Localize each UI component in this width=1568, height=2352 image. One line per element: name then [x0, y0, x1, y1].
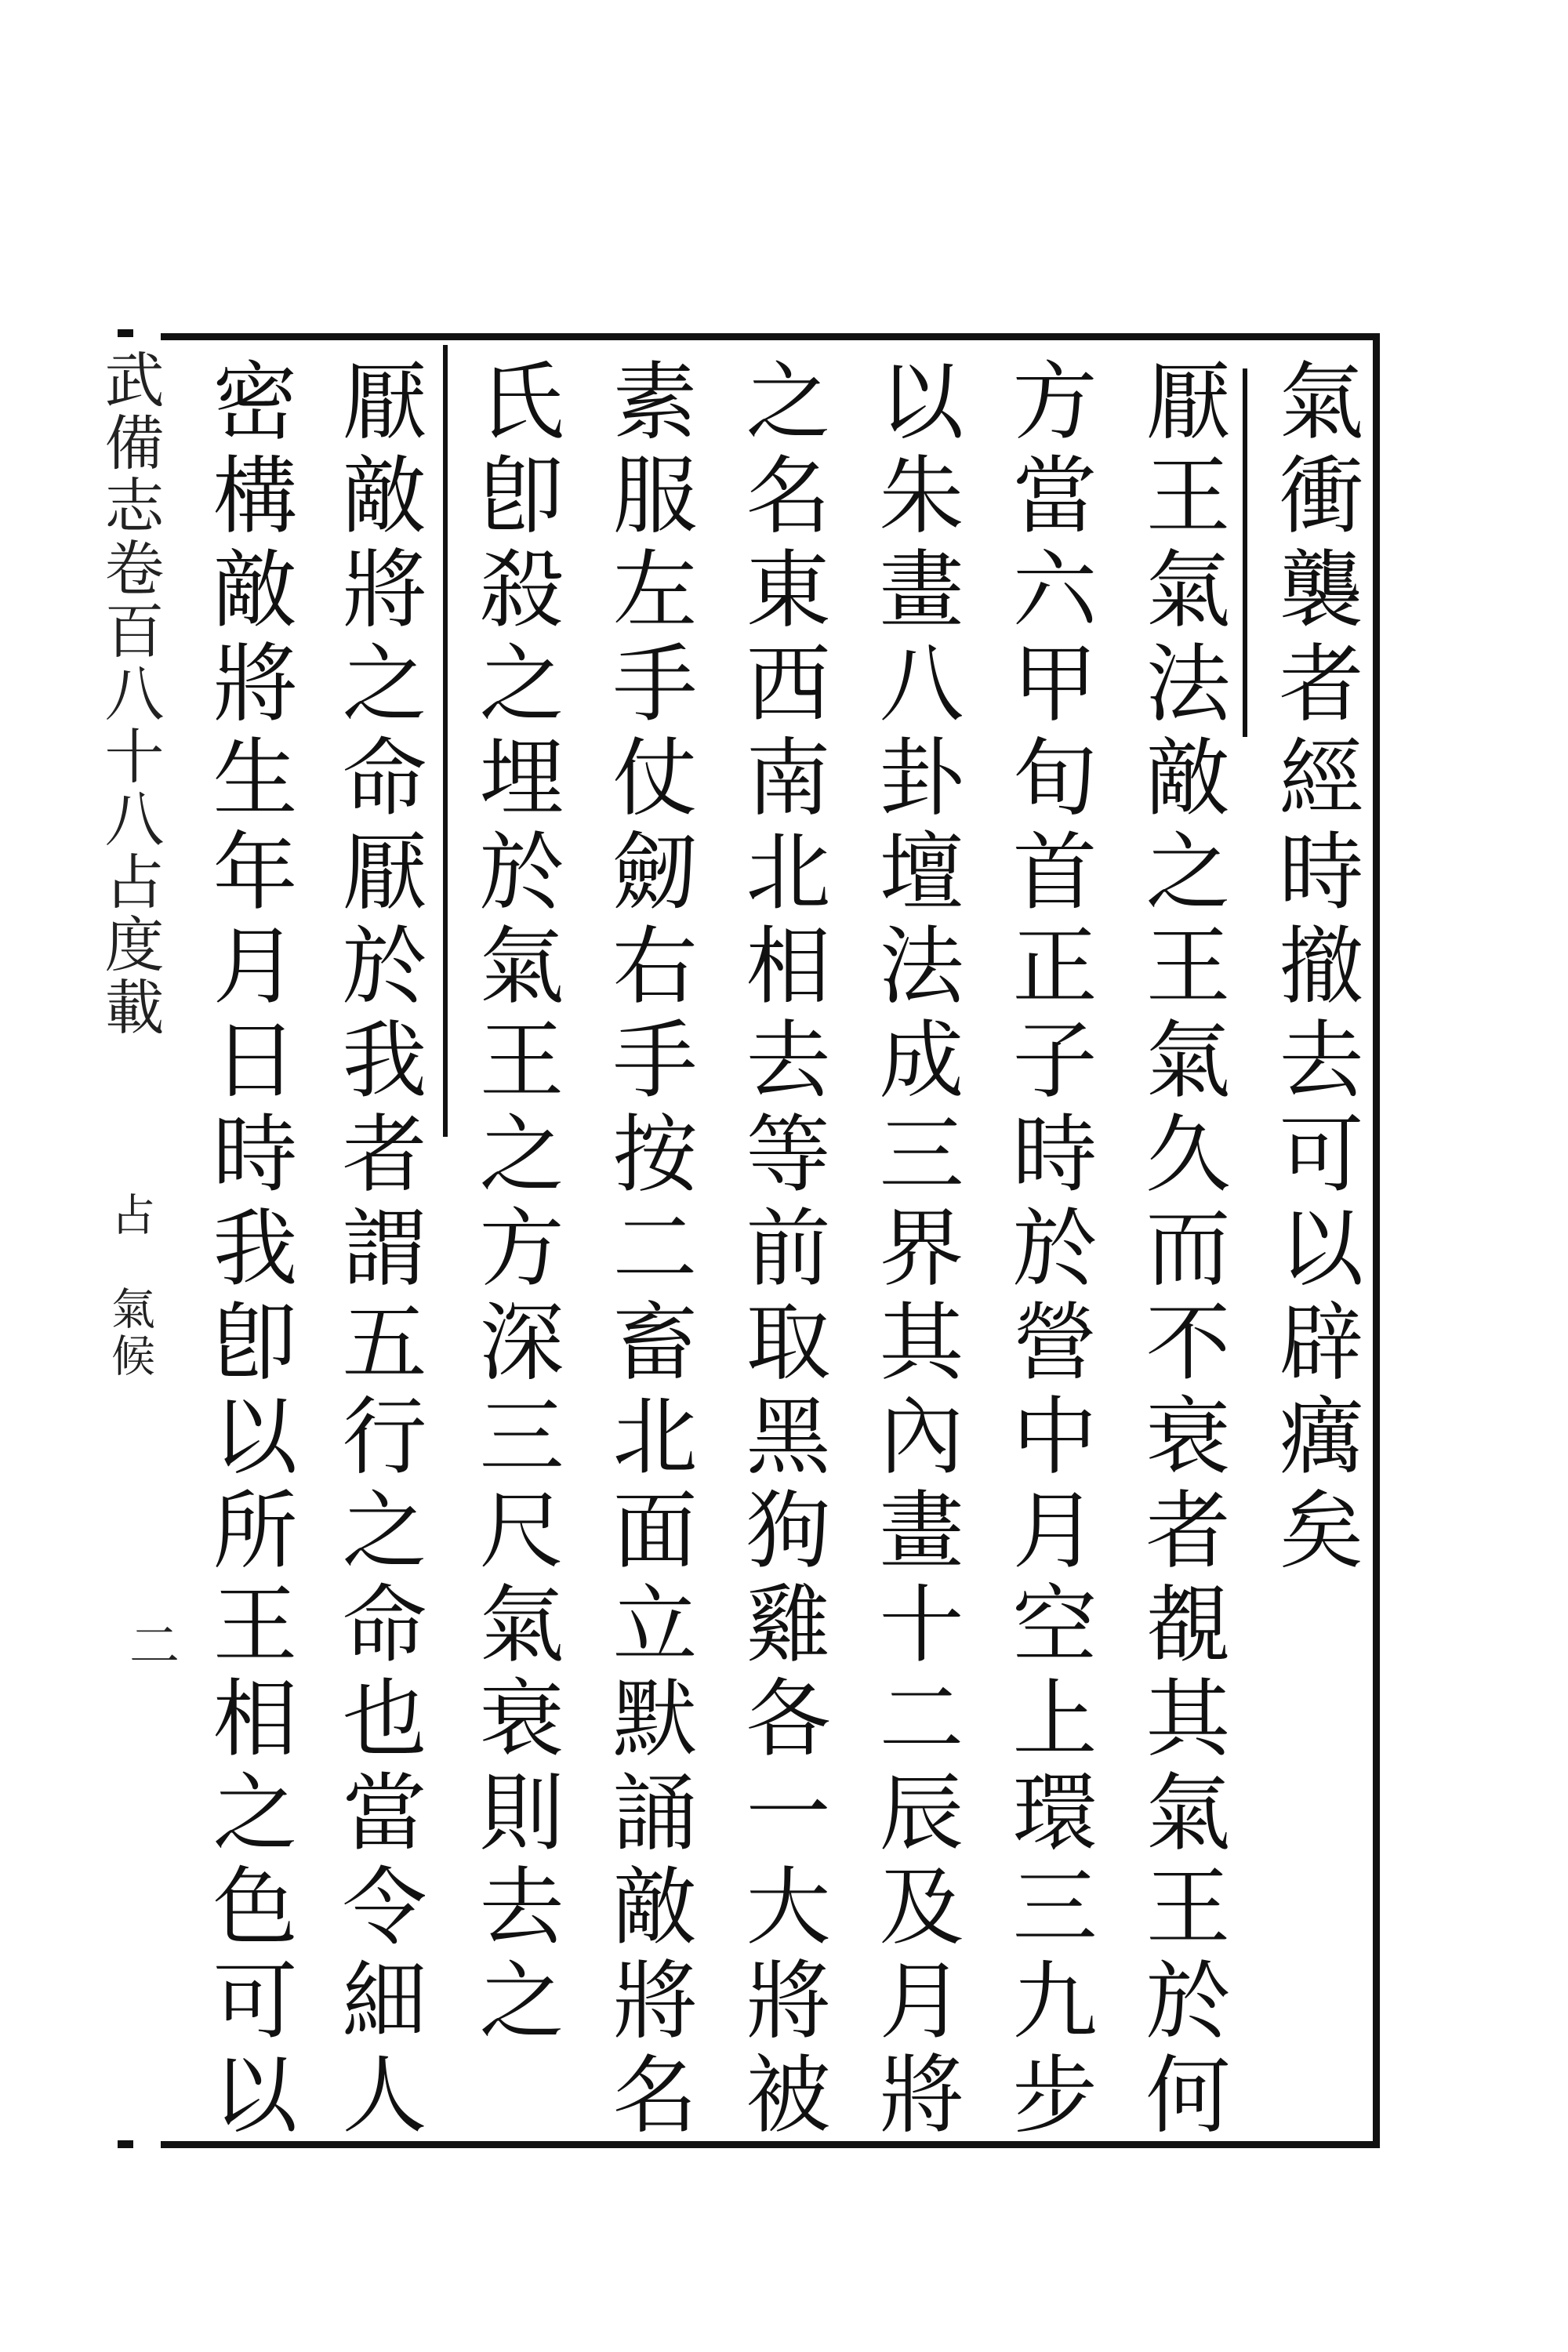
edge-mark-top	[118, 329, 133, 337]
margin-subsection-label: 氣候	[104, 1286, 155, 1380]
text-column-9: 密構敵將生年月日時我卽以所王相之色可以	[198, 357, 296, 2144]
margin-section-label: 占	[104, 1192, 155, 1239]
text-column-8: 厭敵將之命厭於我者謂五行之命也當令細人	[328, 357, 426, 2144]
section-rule-lower	[443, 345, 448, 1137]
text-column-7: 氏卽殺之埋於氣王之方深三尺氣衰則去之	[465, 357, 563, 2050]
folio-number: 二	[121, 1619, 179, 1669]
text-column-2: 厭王氣法敵之王氣久而不衰者覩其氣王於何	[1131, 357, 1229, 2144]
text-column-3: 方當六甲旬首正子時於營中月空上環三九步	[998, 357, 1096, 2144]
text-column-4: 以朱畫八卦壇法成三界其內畫十二辰及月將	[865, 357, 963, 2144]
edge-mark-bottom	[118, 2140, 133, 2148]
text-column-5: 之名東西南北相去等前取黑狗雞各一大將被	[731, 357, 829, 2144]
section-rule-upper	[1243, 368, 1247, 737]
margin-subsection	[86, 1286, 172, 1380]
text-column-1: 氣衝襲者經時撤去可以辟癘矣	[1265, 357, 1363, 1580]
margin-section	[86, 1192, 172, 1239]
text-column-6: 素服左手仗劒右手按二畜北面立默誦敵將名	[598, 357, 696, 2144]
margin-title: 武備志卷百八十八占度載	[95, 349, 165, 1039]
margin-book-title	[86, 349, 172, 1039]
